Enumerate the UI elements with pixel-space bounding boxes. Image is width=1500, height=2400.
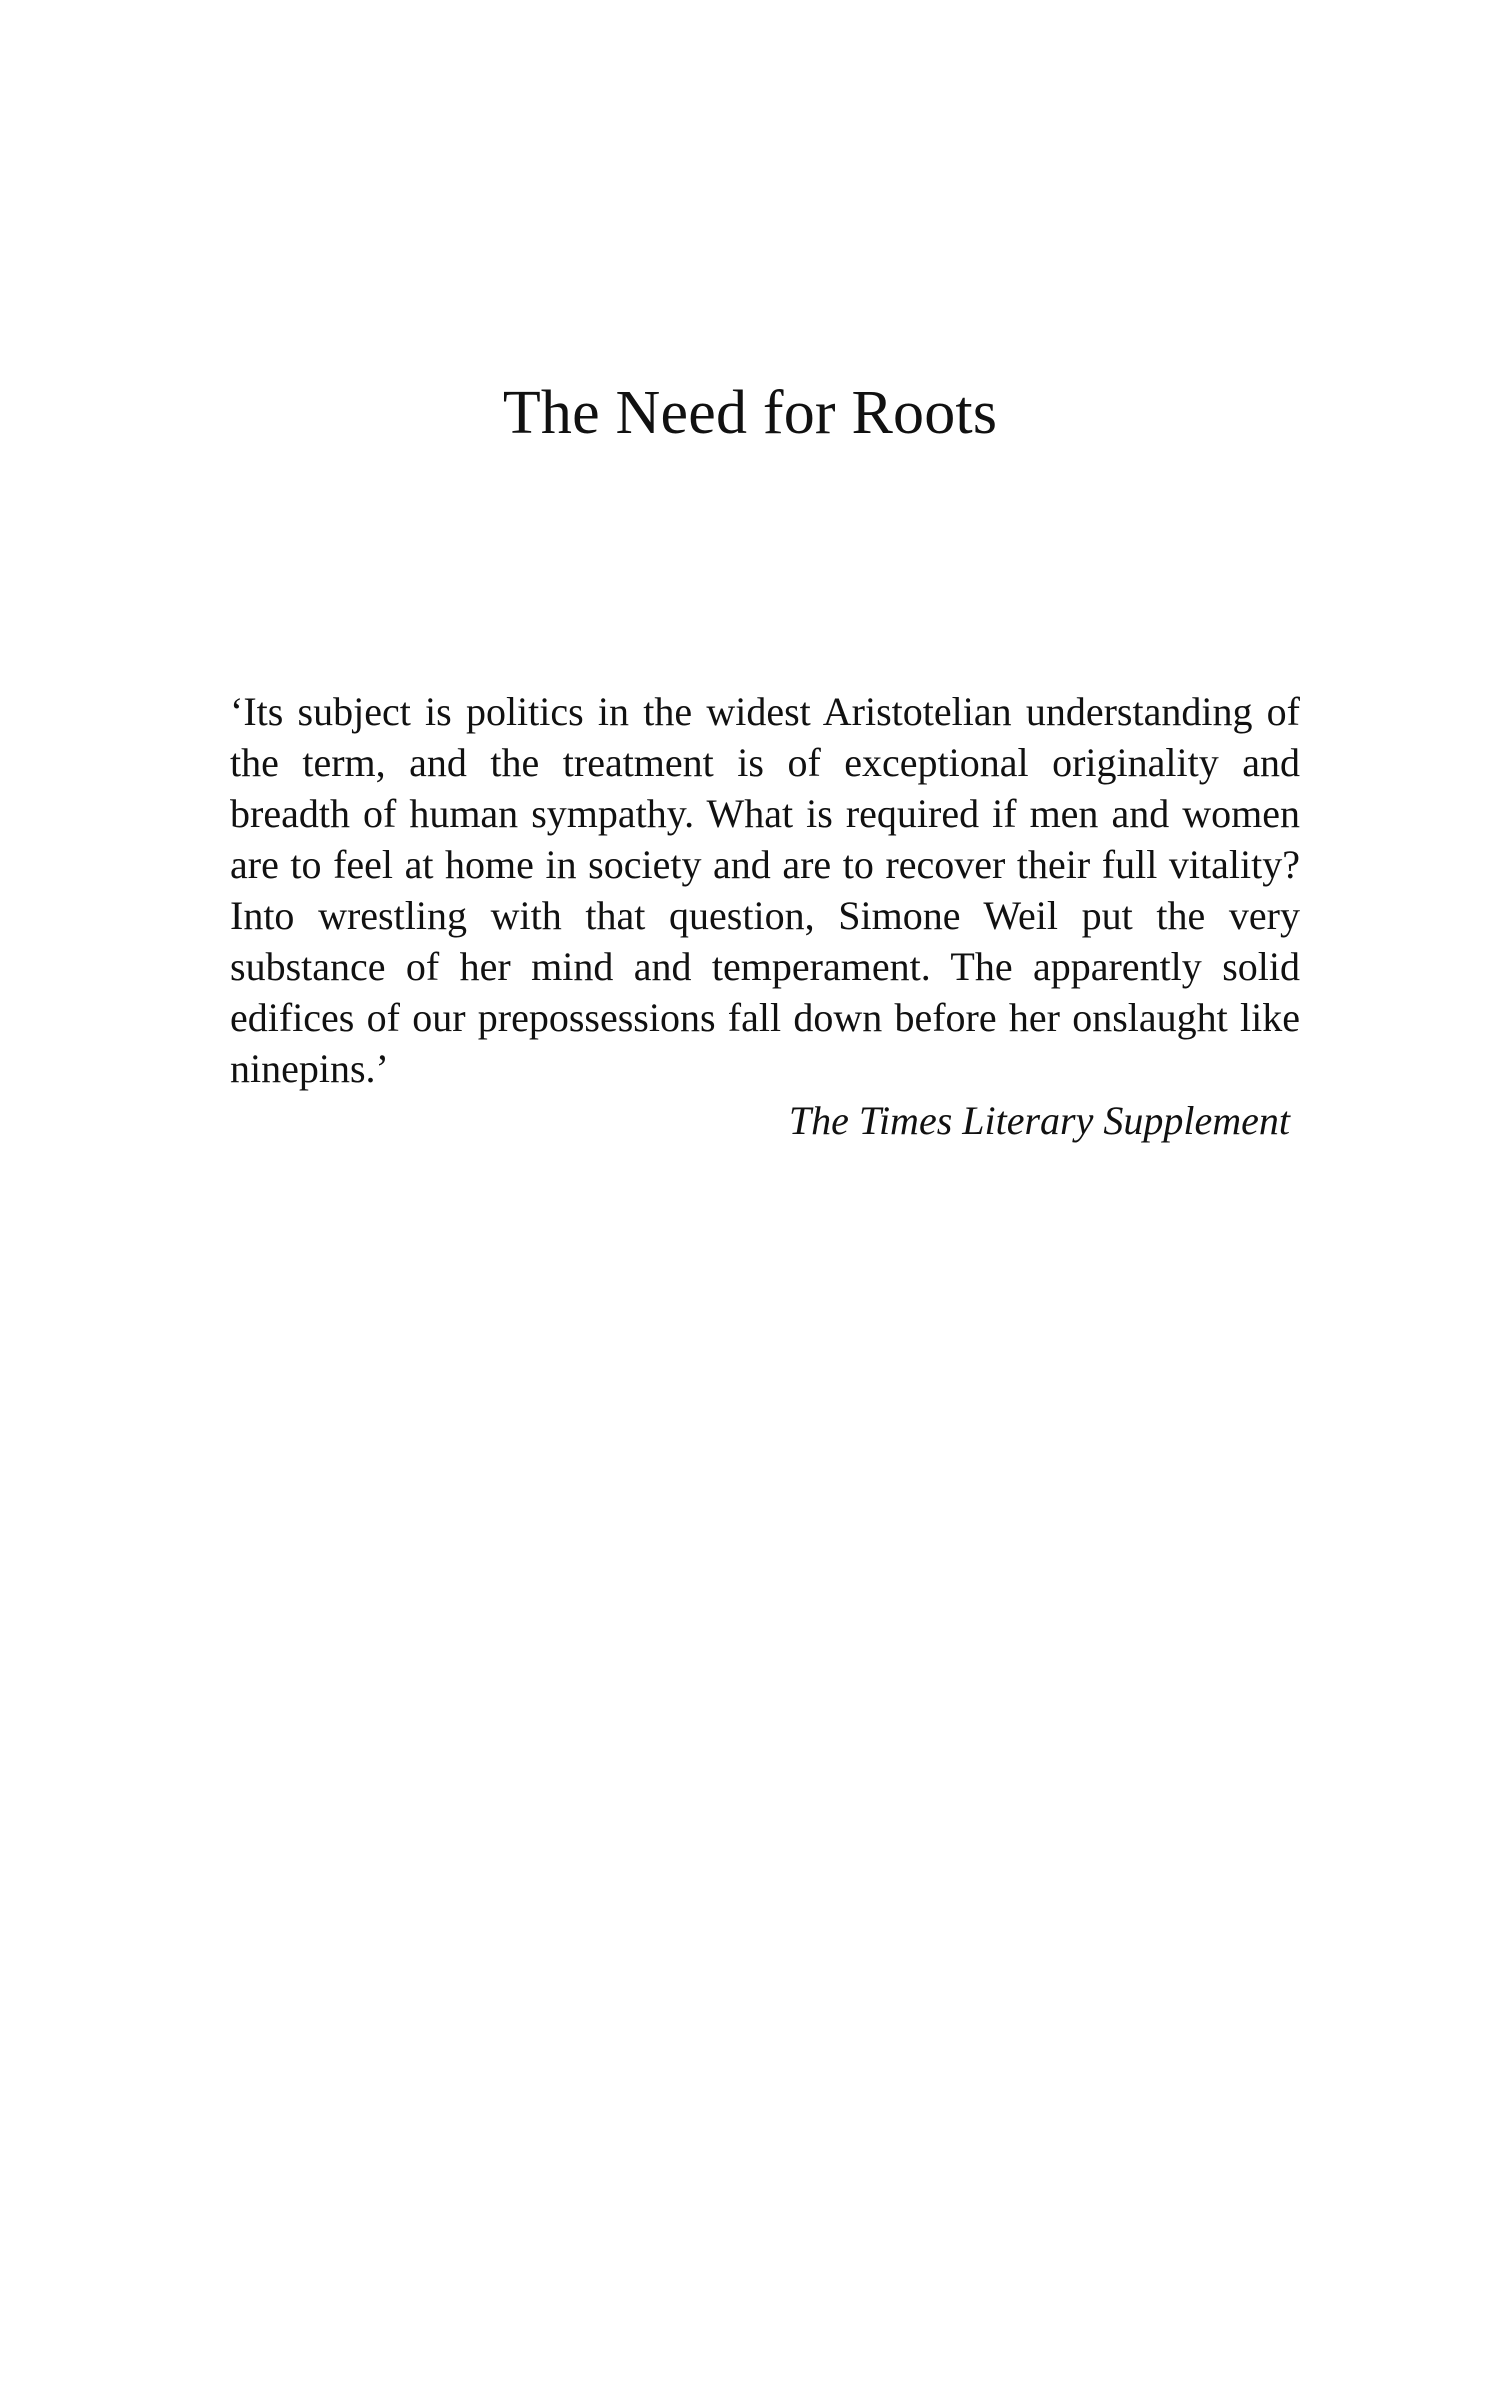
quote-attribution: The Times Literary Supplement <box>788 1098 1290 1143</box>
book-title: The Need for Roots <box>502 379 998 447</box>
review-quote-block <box>230 686 1300 1146</box>
review-quote: ‘Its subject is politics in the widest Aristotelian understanding of the term, and the treatment is of exceptional originality and breadth of human sympathy. What is required if men and women are to feel at home in society and are to recover their full vitality? Into wrestling with that question, Simone Weil put the very substance of her mind and temperament. The apparently solid edifices of our prepossessions fall down before her onslaught like ninepins.’ <box>230 689 1300 1091</box>
